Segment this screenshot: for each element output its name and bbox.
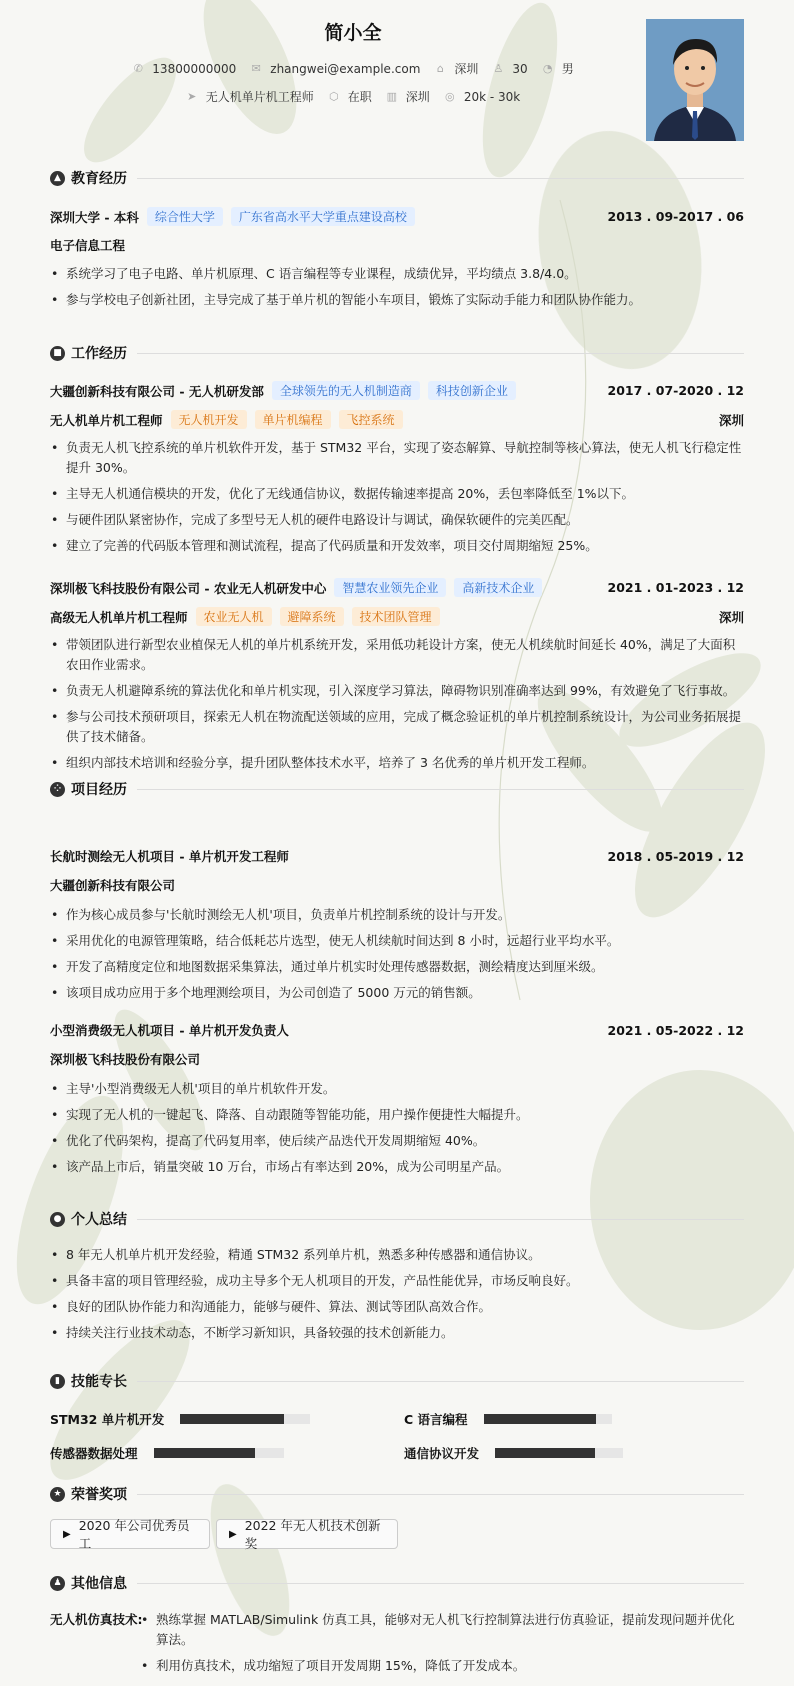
project-1-bullets: [50, 905, 744, 1009]
work-2-bullets: [50, 635, 744, 779]
user-icon: ●: [50, 1212, 65, 1227]
graduation-cap-icon: ▲: [50, 171, 65, 186]
list-item: • 参与公司技术预研项目，探索无人机在物流配送领域的应用，完成了概念验证机的单片机控制系统设计，为公司业务拓展提供了技术储备。: [50, 707, 744, 747]
project-1-header: [50, 847, 744, 865]
work-location: 深圳: [718, 412, 744, 428]
salary-value: 20k - 30k: [463, 89, 521, 104]
work-date: 2017 . 07-2020 . 12: [607, 383, 744, 398]
award-label: 2022 年无人机技术创新奖: [244, 1518, 381, 1551]
award-item: [216, 1519, 398, 1549]
major: 电子信息工程: [50, 238, 126, 253]
city-value: 深圳: [454, 62, 479, 76]
project-1-company-row: [50, 876, 744, 894]
school-name: 深圳大学 - 本科: [50, 209, 139, 225]
education-bullets: [50, 264, 744, 316]
section-other: [50, 1573, 744, 1593]
section-skills-title: 技能专长: [71, 1374, 127, 1390]
skill-name: 通信协议开发: [404, 1446, 480, 1461]
list-item: • 主导'小型消费级无人机'项目的单片机软件开发。: [50, 1079, 744, 1099]
education-date: 2013 . 09-2017 . 06: [607, 209, 744, 224]
school-tag: 综合性大学: [147, 207, 223, 226]
position-value: 无人机单片机工程师: [205, 90, 314, 104]
role-title: 高级无人机单片机工程师: [50, 609, 188, 625]
education-header: [50, 207, 744, 226]
section-education: [50, 168, 744, 188]
role-tag: 飞控系统: [339, 410, 403, 429]
summary-bullets: [50, 1245, 744, 1349]
email-value: zhangwei@example.com: [270, 61, 421, 76]
list-item: • 熟练掌握 MATLAB/Simulink 仿真工具，能够对无人机飞行控制算法进行仿真验证，提前发现问题并优化算法。: [140, 1610, 744, 1650]
section-summary-title: 个人总结: [71, 1212, 127, 1228]
project-company: 大疆创新科技有限公司: [50, 878, 176, 893]
list-item: • 该产品上市后，销量突破 10 万台，市场占有率达到 20%，成为公司明星产品。: [50, 1157, 744, 1177]
bar-chart-icon: ▮: [50, 1374, 65, 1389]
work-1-header: [50, 381, 744, 400]
people-icon: ♟: [50, 1576, 65, 1591]
section-other-title: 其他信息: [71, 1576, 127, 1592]
skill-bar-fill: [495, 1448, 595, 1458]
role-tag: 无人机开发: [171, 410, 247, 429]
list-item: • 作为核心成员参与'长航时测绘无人机'项目，负责单片机控制系统的设计与开发。: [50, 905, 744, 925]
skill-bar: [495, 1448, 623, 1458]
coin-icon: ◎: [445, 90, 455, 103]
grid-icon: ⁘: [50, 782, 65, 797]
triangle-icon: ▶: [63, 1528, 71, 1540]
skill-c-language: [404, 1410, 612, 1428]
project-title: 长航时测绘无人机项目 - 单片机开发工程师: [50, 849, 289, 864]
gender-value: 男: [561, 62, 574, 76]
target-city-info: [386, 88, 430, 105]
list-item: • 采用优化的电源管理策略，结合低耗芯片选型，使无人机续航时间达到 8 小时，远超行业平均水平。: [50, 931, 744, 951]
salary-info: [444, 88, 520, 105]
position-info: [186, 88, 314, 105]
building-icon: ▥: [386, 90, 397, 103]
phone-value: 13800000000: [152, 61, 237, 76]
section-summary: [50, 1209, 744, 1229]
project-2-header: [50, 1021, 744, 1039]
list-item: • 该项目成功应用于多个地理测绘项目，为公司创造了 5000 万元的销售额。: [50, 983, 744, 1003]
age-info: [492, 60, 527, 77]
school-tag: 广东省高水平大学重点建设高校: [231, 207, 415, 226]
status-value: 在职: [347, 90, 372, 104]
list-item: • 优化了代码架构，提高了代码复用率，使后续产品迭代开发周期缩短 40%。: [50, 1131, 744, 1151]
project-date: 2021 . 05-2022 . 12: [607, 1022, 744, 1038]
list-item: • 与硬件团队紧密协作，完成了多型号无人机的硬件电路设计与调试，确保软硬件的完美匹配。: [50, 510, 744, 530]
section-projects-title: 项目经历: [71, 782, 127, 798]
phone-icon: ✆: [133, 62, 143, 75]
list-item: • 主导无人机通信模块的开发，优化了无线通信协议，数据传输速率提高 20%，丢包率降低至 1%以下。: [50, 484, 744, 504]
work-1-bullets: [50, 438, 744, 562]
list-item: • 具备丰富的项目管理经验，成功主导多个无人机项目的开发，产品性能优异，市场反响良好。: [50, 1271, 744, 1291]
list-item: • 8 年无人机单片机开发经验，精通 STM32 系列单片机，熟悉多种传感器和通信协议。: [50, 1245, 744, 1265]
company-tag: 全球领先的无人机制造商: [272, 381, 420, 400]
section-skills: [50, 1371, 744, 1391]
candidate-name: 简小全: [324, 22, 382, 44]
role-tag: 农业无人机: [196, 607, 272, 626]
list-item: • 实现了无人机的一键起飞、降落、自动跟随等智能功能，用户操作便捷性大幅提升。: [50, 1105, 744, 1125]
list-item: • 负责无人机避障系统的算法优化和单片机实现，引入深度学习算法，障碍物识别准确率达到 99%，有效避免了飞行事故。: [50, 681, 744, 701]
work-1-role-row: [50, 410, 744, 429]
list-item: • 带领团队进行新型农业植保无人机的单片机系统开发，采用低功耗设计方案，使无人机续航时间延长 40%，满足了大面积农田作业需求。: [50, 635, 744, 675]
role-tag: 避障系统: [280, 607, 344, 626]
contact-row: [0, 60, 706, 77]
section-education-title: 教育经历: [71, 171, 127, 187]
skill-bar: [180, 1414, 310, 1424]
work-location: 深圳: [718, 609, 744, 625]
divider: [137, 1583, 744, 1584]
target-city-value: 深圳: [405, 90, 430, 104]
divider: [137, 1494, 744, 1495]
project-company: 深圳极飞科技股份有限公司: [50, 1052, 201, 1067]
list-item: • 系统学习了电子电路、单片机原理、C 语言编程等专业课程，成绩优异，平均绩点 3.8/4.0。: [50, 264, 744, 284]
work-2-role-row: [50, 607, 744, 626]
skill-stm32: [50, 1410, 310, 1428]
list-item: • 负责无人机飞控系统的单片机软件开发，基于 STM32 平台，实现了姿态解算、导航控制等核心算法，使无人机飞行稳定性提升 30%。: [50, 438, 744, 478]
gender-icon: ◔: [542, 62, 553, 75]
skill-bar-fill: [180, 1414, 284, 1424]
section-awards: [50, 1484, 744, 1504]
project-title: 小型消费级无人机项目 - 单片机开发负责人: [50, 1023, 289, 1038]
email-info: [250, 60, 420, 77]
briefcase-icon: ■: [50, 346, 65, 361]
divider: [137, 353, 744, 354]
skill-name: STM32 单片机开发: [50, 1412, 165, 1427]
work-date: 2021 . 01-2023 . 12: [607, 580, 744, 595]
skill-bar: [154, 1448, 284, 1458]
cake-icon: ♙: [493, 62, 504, 75]
list-item: • 参与学校电子创新社团，主导完成了基于单片机的智能小车项目，锻炼了实际动手能力和团队协作能力。: [50, 290, 744, 310]
list-item: • 利用仿真技术，成功缩短了项目开发周期 15%，降低了开发成本。: [140, 1656, 744, 1676]
send-icon: ➤: [187, 90, 197, 103]
list-item: • 建立了完善的代码版本管理和测试流程，提高了代码质量和开发效率，项目交付周期缩短 25%。: [50, 536, 744, 556]
project-2-company-row: [50, 1050, 744, 1068]
triangle-icon: ▶: [229, 1528, 237, 1540]
age-value: 30: [512, 61, 528, 76]
skill-bar-fill: [154, 1448, 255, 1458]
education-major-row: [50, 236, 744, 254]
medal-icon: ★: [50, 1487, 65, 1502]
skill-bar-fill: [484, 1414, 597, 1424]
skill-bar: [484, 1414, 612, 1424]
list-item: • 组织内部技术培训和经验分享，提升团队整体技术水平，培养了 3 名优秀的单片机开发工程师。: [50, 753, 744, 773]
section-work: [50, 343, 744, 363]
home-icon: ⌂: [436, 62, 444, 75]
job-intent-row: [0, 88, 706, 105]
section-work-title: 工作经历: [71, 346, 127, 362]
divider: [137, 1219, 744, 1220]
list-item: • 持续关注行业技术动态，不断学习新知识，具备较强的技术创新能力。: [50, 1323, 744, 1343]
divider: [137, 1381, 744, 1382]
list-item: • 良好的团队协作能力和沟通能力，能够与硬件、算法、测试等团队高效合作。: [50, 1297, 744, 1317]
section-projects: [50, 779, 744, 799]
section-awards-title: 荣誉奖项: [71, 1487, 127, 1503]
skill-protocol: [404, 1444, 623, 1462]
skill-name: 传感器数据处理: [50, 1446, 138, 1461]
gender-info: [542, 60, 574, 77]
award-item: [50, 1519, 210, 1549]
role-tag: 技术团队管理: [352, 607, 440, 626]
work-2-header: [50, 578, 744, 597]
city-info: [434, 60, 478, 77]
divider: [137, 789, 744, 790]
company-tag: 科技创新企业: [428, 381, 516, 400]
company-name: 深圳极飞科技股份有限公司 - 农业无人机研发中心: [50, 580, 327, 596]
project-2-bullets: [50, 1079, 744, 1183]
skill-sensor: [50, 1444, 284, 1462]
company-name: 大疆创新科技有限公司 - 无人机研发部: [50, 383, 264, 399]
divider: [137, 178, 744, 179]
company-tag: 高新技术企业: [454, 578, 542, 597]
role-title: 无人机单片机工程师: [50, 412, 163, 428]
project-date: 2018 . 05-2019 . 12: [607, 848, 744, 864]
hexagon-icon: ⬡: [328, 90, 339, 103]
role-tag: 单片机编程: [255, 410, 331, 429]
award-label: 2020 年公司优秀员工: [78, 1518, 190, 1551]
skill-name: C 语言编程: [404, 1412, 468, 1427]
list-item: • 开发了高精度定位和地图数据采集算法，通过单片机实时处理传感器数据，测绘精度达到厘米级。: [50, 957, 744, 977]
mail-icon: ✉: [251, 62, 261, 75]
other-bullets: [140, 1610, 744, 1682]
avatar: [646, 19, 744, 141]
status-info: [328, 88, 372, 105]
other-label: 无人机仿真技术:: [50, 1612, 143, 1627]
phone-info: [132, 60, 236, 77]
company-tag: 智慧农业领先企业: [334, 578, 446, 597]
